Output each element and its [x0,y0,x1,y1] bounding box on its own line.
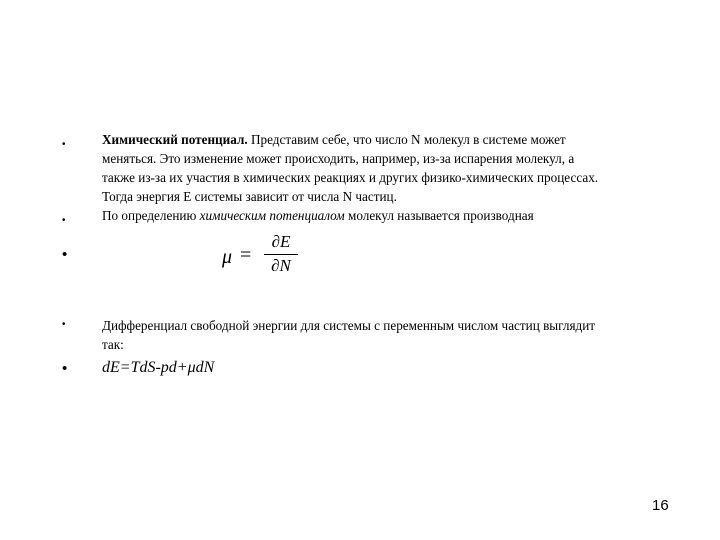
line-text: По определению [102,208,200,223]
formula-dE: dE=TdS-pd+μdN [102,359,215,376]
italic-term: химическим потенциалом [199,208,345,223]
formula-lhs: μ [222,246,233,268]
bullet-marker: • [62,319,66,330]
paragraph-line: меняться. Это изменение может происходить, например, из-за испарения молекул, а [102,151,575,166]
formula-numerator: ∂E [271,232,291,251]
bullet-marker-large: • [62,360,68,377]
page-number: 16 [652,497,669,514]
formula-mu [222,232,312,278]
paragraph-free-energy [102,316,712,354]
paragraph-line: Дифференциал свободной энергии для системы с переменным числом частиц выглядит [102,318,596,333]
paragraph-line: Тогда энергия E системы зависит от числа N частиц. [102,189,397,204]
line-text: молекул называется производная [344,208,534,223]
line-text: Представим себе, что число N молекул в системе может [247,132,566,147]
bullet-marker: • [62,215,66,226]
bullet-marker: • [62,139,66,150]
bullet-marker-large: • [62,246,68,263]
paragraph-line: также из-за их участия в химических реакциях и других физико-химических процессах. [102,170,599,185]
heading-text: Химический потенциал. [102,132,248,147]
paragraph-line: так: [102,337,124,352]
paragraph-definition [102,206,712,225]
formula-denominator: ∂N [271,256,291,275]
paragraph-chemical-potential [102,130,712,206]
paragraph-line [102,130,712,149]
fraction-bar [264,254,298,255]
formula-equals: = [240,244,252,266]
